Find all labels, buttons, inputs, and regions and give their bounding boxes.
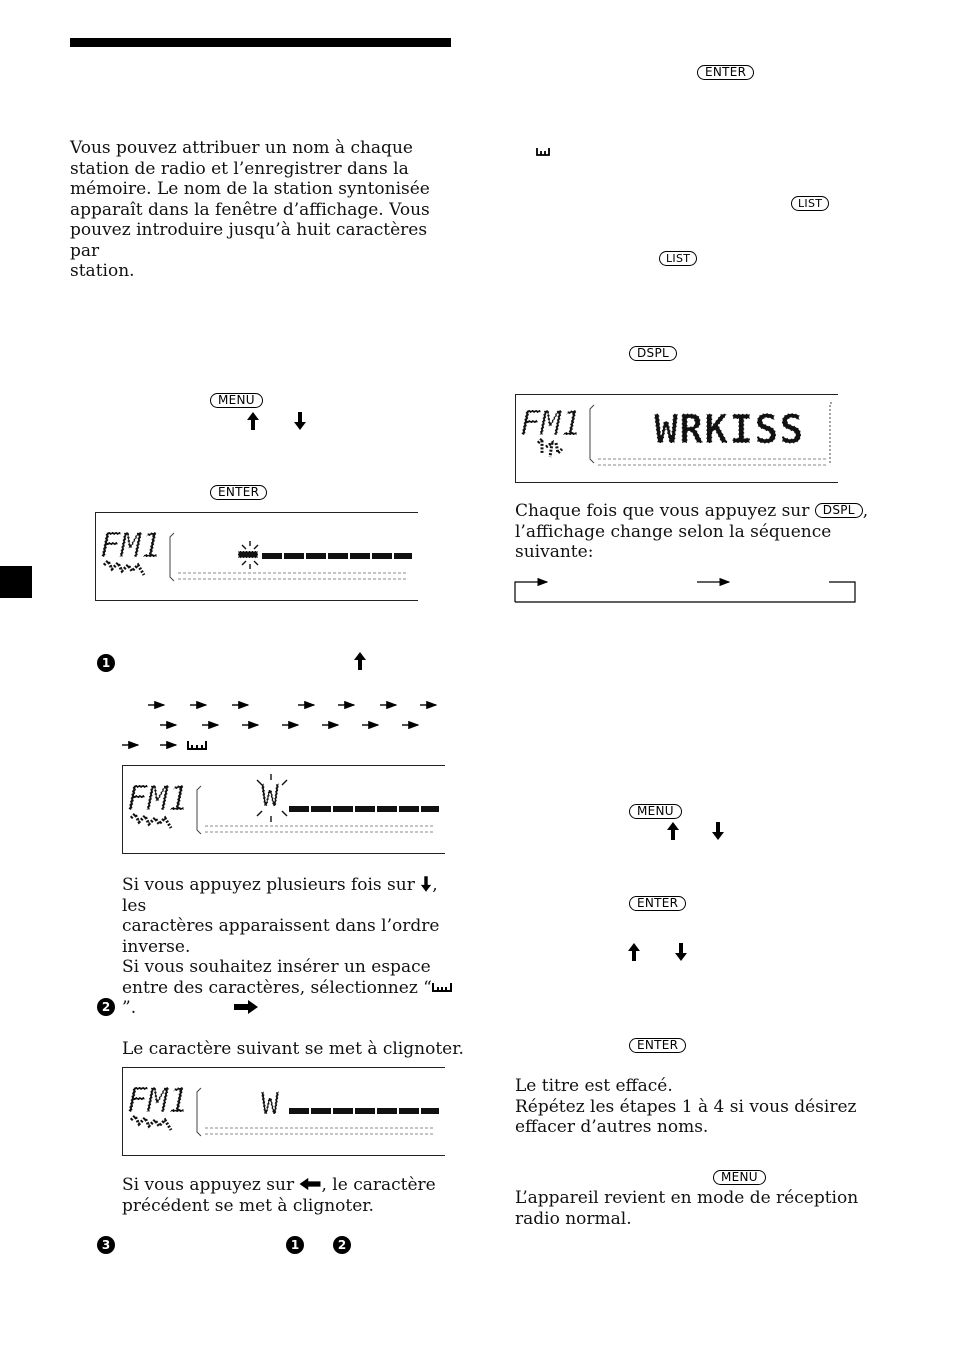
step-2-reference: 2 [333,1236,351,1254]
previous-note-line1: Si vous appuyez sur [122,1175,300,1195]
reverse-order-note [122,875,452,1019]
step-1-reference: 1 [286,1236,304,1254]
dspl-line1: Chaque fois que vous appuyez sur [515,501,815,521]
menu-button[interactable]: MENU [210,393,263,408]
list-button[interactable]: LIST [791,196,829,211]
dspl-line2: l’affichage change selon la séquence [515,521,832,542]
lcd-band-label: FM1 [520,404,582,444]
lcd-display-station-name [515,394,838,483]
lcd-band-label: FM1 [100,526,162,566]
intro-line: apparaît dans la fenêtre d’affichage. Vous [70,199,430,220]
space-symbol-icon [432,981,452,993]
section-tab [0,566,32,598]
up-arrow-icon [666,822,680,840]
up-arrow-icon [627,943,641,961]
lcd-graphic [123,766,445,853]
previous-char-note [122,1175,452,1216]
dspl-line1-end: , [862,501,869,521]
right-arrow-icon [234,999,258,1015]
intro-paragraph [70,138,450,282]
down-arrow-icon [420,876,432,892]
intro-line: Vous pouvez attribuer un nom à chaque [70,138,413,158]
down-arrow-icon [711,822,725,840]
reverse-note-line2: caractères apparaissent dans l’ordre [122,916,440,936]
lcd-graphic [516,395,838,482]
space-symbol-icon [188,741,206,749]
previous-note-line2: précédent se met à clignoter. [122,1195,374,1216]
lcd-band-label: FM1 [127,779,189,819]
reverse-note-line1b: , les [122,875,438,916]
return-text [515,1188,895,1229]
dspl-sequence-text [515,501,895,563]
space-symbol-icon [536,148,550,156]
up-arrow-icon [353,652,367,670]
lcd-display-w-blinking [122,765,445,854]
menu-button[interactable]: MENU [713,1170,766,1185]
return-line2: radio normal. [515,1208,632,1229]
repeat-line1: Répétez les étapes 1 à 4 si vous désirez [515,1096,857,1117]
dspl-line3: suivante: [515,542,594,562]
step-3-marker: 3 [97,1236,115,1254]
previous-note-line1b: , le caractère [321,1175,436,1195]
lcd-display-empty [95,512,418,601]
dspl-button[interactable]: DSPL [629,346,677,361]
step-1-marker: 1 [97,654,115,672]
erased-line: Le titre est effacé. [515,1076,673,1096]
dspl-button[interactable]: DSPL [815,503,863,518]
down-arrow-icon [293,412,307,430]
down-arrow-icon [674,943,688,961]
reverse-note-line3: inverse. [122,936,191,957]
lcd-graphic [96,513,418,600]
lcd-display-w-set [122,1067,445,1156]
step-2-marker: 2 [97,998,115,1016]
header-rule [70,38,451,47]
left-arrow-icon [299,1177,321,1191]
return-line1: L’appareil revient en mode de réception [515,1188,859,1208]
space-note-close: ”. [122,998,137,1018]
space-note-line1: Si vous souhaitez insérer un espace [122,957,431,977]
intro-line: station. [70,261,135,281]
enter-button[interactable]: ENTER [210,485,267,500]
up-arrow-icon [246,412,260,430]
enter-button[interactable]: ENTER [629,1038,686,1053]
repeat-line2: effacer d’autres noms. [515,1117,709,1137]
lcd-band-label: FM1 [127,1081,189,1121]
enter-button[interactable]: ENTER [629,896,686,911]
next-char-note: Le caractère suivant se met à clignoter. [122,1039,464,1059]
erase-result-text [515,1076,895,1138]
menu-button[interactable]: MENU [629,804,682,819]
intro-line: pouvez introduire jusqu’à huit caractères par [70,220,428,261]
character-sequence [120,695,450,757]
lcd-graphic [123,1068,445,1155]
intro-line: station de radio et l’enregistrer dans la [70,158,409,179]
intro-line: mémoire. Le nom de la station syntonisée [70,179,430,199]
lcd-station-name: WRKISS [654,407,805,453]
reverse-note-line1: Si vous appuyez plusieurs fois sur [122,875,421,895]
lcd-char-w: W [261,1087,280,1122]
enter-button[interactable]: ENTER [697,65,754,80]
display-cycle-diagram [513,572,858,604]
lcd-char-w: W [261,779,280,814]
list-button[interactable]: LIST [659,251,697,266]
space-note-line2: entre des caractères, sélectionnez “ [122,977,432,998]
lcd-empty-slots [238,551,412,559]
